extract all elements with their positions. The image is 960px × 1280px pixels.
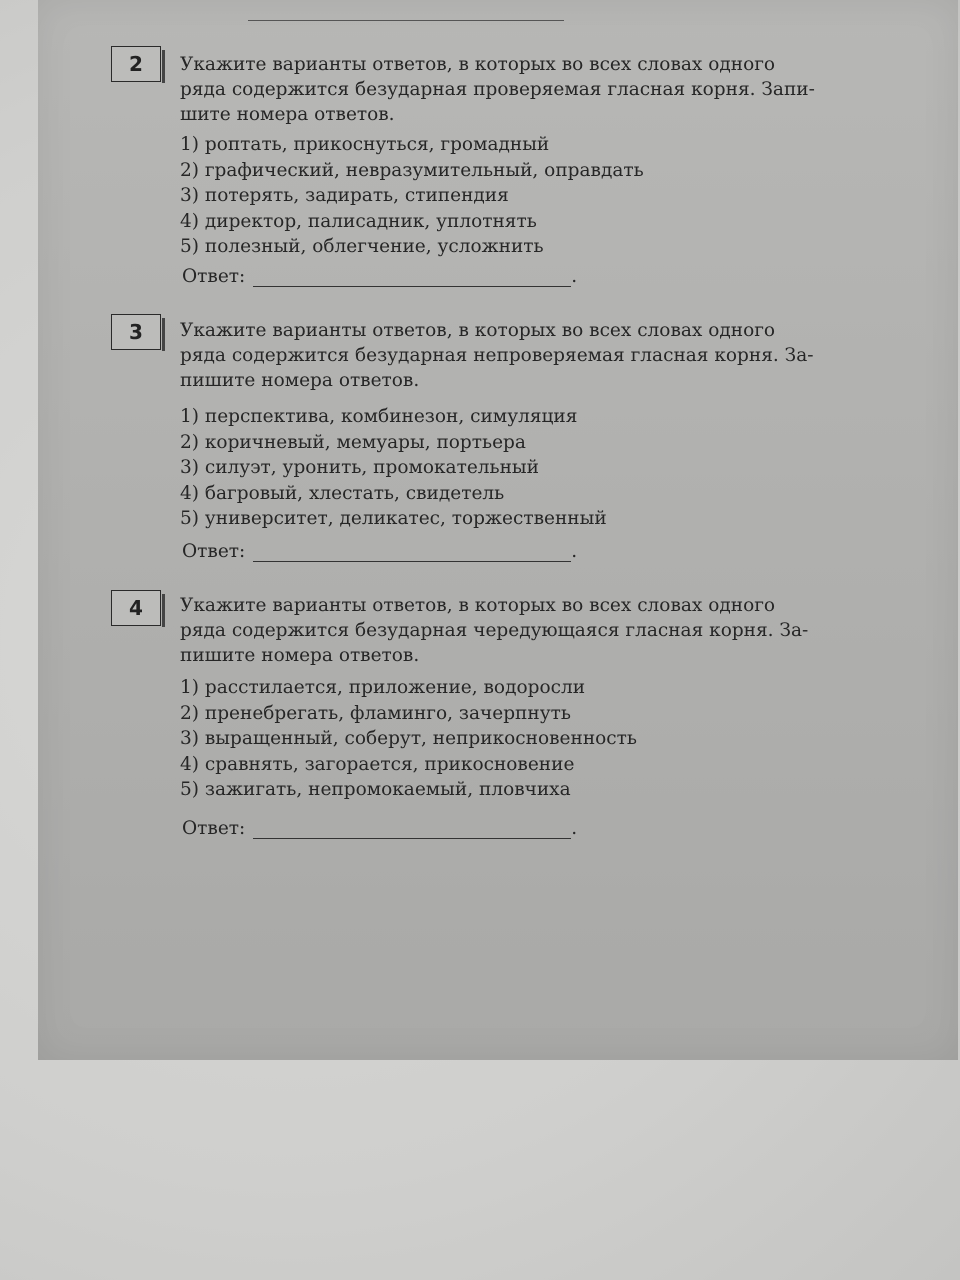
- answer-row: [182, 541, 577, 562]
- answer-option: 5) полезный, облегчение, усложнить: [180, 236, 544, 257]
- prompt-line: шите номера ответов.: [180, 104, 395, 125]
- answer-options: [180, 404, 800, 532]
- answer-option: 3) выращенный, соберут, неприкосновенность: [180, 728, 637, 749]
- answer-option: 2) графический, невразумительный, оправдать: [180, 159, 644, 181]
- prompt-line: ряда содержится безударная непроверяемая гласная корня. За-: [180, 345, 814, 366]
- prompt-line: ряда содержится безударная чередующаяся гласная корня. За-: [180, 620, 809, 641]
- answer-option: 3) потерять, задирать, стипендия: [180, 185, 509, 206]
- prompt-line: Укажите варианты ответов, в которых во всех словах одного: [180, 320, 776, 341]
- task-prompt: [180, 318, 815, 393]
- answer-end-dot: .: [571, 266, 578, 287]
- task-number-box: [111, 46, 161, 82]
- answer-blank[interactable]: [253, 818, 571, 839]
- prompt-line: ряда содержится безударная проверяемая гласная корня. Запи-: [180, 79, 815, 100]
- answer-options: [180, 132, 800, 260]
- task-prompt: [180, 593, 815, 668]
- answer-option: 1) перспектива, комбинезон, симуляция: [180, 406, 578, 427]
- answer-row: [182, 818, 577, 839]
- answer-blank[interactable]: [253, 266, 571, 287]
- answer-end-dot: .: [571, 818, 578, 839]
- prompt-line: Укажите варианты ответов, в которых во всех словах одного: [180, 54, 776, 75]
- answer-label: Ответ:: [182, 541, 246, 562]
- task-number-box: [111, 314, 161, 350]
- answer-option: 1) расстилается, приложение, водоросли: [180, 677, 586, 698]
- answer-label: Ответ:: [182, 818, 246, 839]
- top-rule-line: [248, 20, 564, 21]
- answer-option: 1) роптать, прикоснуться, громадный: [180, 134, 550, 155]
- answer-row: [182, 266, 577, 287]
- answer-options: [180, 675, 800, 803]
- answer-option: 5) зажигать, непромокаемый, пловчиха: [180, 779, 571, 800]
- prompt-line: пишите номера ответов.: [180, 370, 420, 391]
- task-number: 2: [129, 52, 143, 76]
- answer-option: 5) университет, деликатес, торжественный: [180, 508, 607, 529]
- answer-option: 4) сравнять, загорается, прикосновение: [180, 753, 575, 775]
- answer-option: 3) силуэт, уронить, промокательный: [180, 457, 539, 478]
- task-number: 3: [129, 320, 143, 344]
- prompt-line: пишите номера ответов.: [180, 645, 420, 666]
- answer-blank[interactable]: [253, 541, 571, 562]
- answer-end-dot: .: [571, 541, 578, 562]
- answer-option: 2) пренебрегать, фламинго, зачерпнуть: [180, 702, 571, 724]
- prompt-line: Укажите варианты ответов, в которых во всех словах одного: [180, 595, 776, 616]
- answer-option: 2) коричневый, мемуары, портьера: [180, 431, 526, 453]
- task-prompt: [180, 52, 815, 127]
- task-number-box: [111, 590, 161, 626]
- task-number: 4: [129, 596, 143, 620]
- answer-option: 4) директор, палисадник, уплотнять: [180, 210, 537, 232]
- answer-label: Ответ:: [182, 266, 246, 287]
- answer-option: 4) багровый, хлестать, свидетель: [180, 482, 505, 504]
